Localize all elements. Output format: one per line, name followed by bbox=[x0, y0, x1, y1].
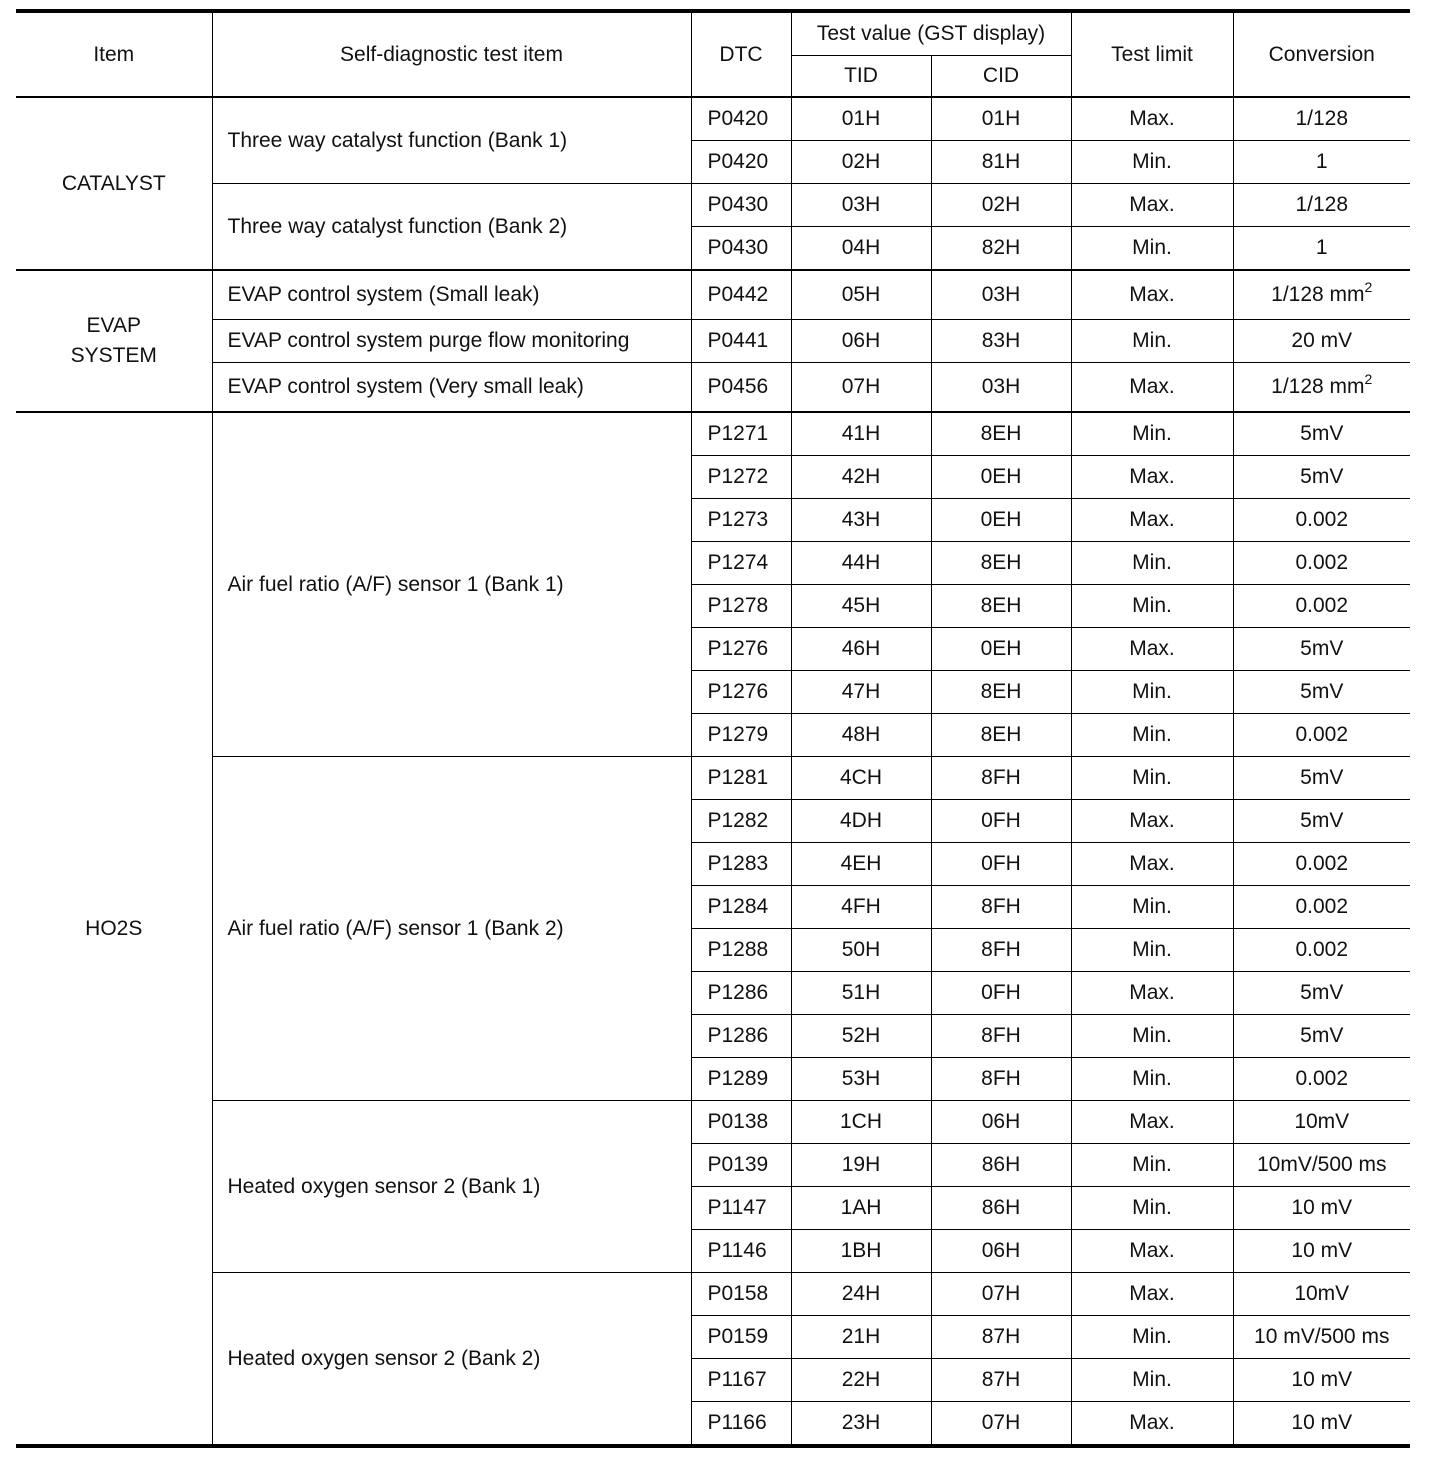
conversion-value: 10mV/500 ms bbox=[1256, 1153, 1387, 1176]
conversion-cell bbox=[1233, 972, 1410, 1015]
tid-cell: 4CH bbox=[791, 757, 931, 800]
table-row bbox=[16, 97, 1410, 141]
conversion-value: 5mV bbox=[1300, 422, 1344, 445]
test-limit-cell: Max. bbox=[1071, 843, 1233, 886]
cid-cell: 0FH bbox=[931, 800, 1071, 843]
dtc-cell: P1282 bbox=[691, 800, 791, 843]
dtc-cell: P1289 bbox=[691, 1058, 791, 1101]
header-test-value: Test value (GST display) bbox=[791, 11, 1071, 56]
cid-cell: 8EH bbox=[931, 585, 1071, 628]
cid-cell: 8FH bbox=[931, 757, 1071, 800]
dtc-cell: P0420 bbox=[691, 97, 791, 141]
conversion-value: 1 bbox=[1315, 150, 1328, 173]
conversion-value: 5mV bbox=[1300, 809, 1344, 832]
item-cell bbox=[16, 270, 212, 412]
conversion-cell bbox=[1233, 585, 1410, 628]
test-limit-cell: Max. bbox=[1071, 184, 1233, 227]
dtc-cell: P0420 bbox=[691, 141, 791, 184]
dtc-cell: P0139 bbox=[691, 1144, 791, 1187]
test-limit-cell: Min. bbox=[1071, 1316, 1233, 1359]
test-limit-cell: Min. bbox=[1071, 757, 1233, 800]
conversion-value: 5mV bbox=[1300, 766, 1344, 789]
tid-cell: 03H bbox=[791, 184, 931, 227]
tid-cell: 51H bbox=[791, 972, 931, 1015]
tid-cell: 1BH bbox=[791, 1230, 931, 1273]
test-limit-cell: Max. bbox=[1071, 1402, 1233, 1447]
test-limit-cell: Min. bbox=[1071, 227, 1233, 271]
cid-cell: 0EH bbox=[931, 628, 1071, 671]
conversion-cell bbox=[1233, 270, 1410, 320]
dtc-cell: P1276 bbox=[691, 628, 791, 671]
document-page bbox=[16, 9, 1410, 1448]
dtc-cell: P1278 bbox=[691, 585, 791, 628]
conversion-cell bbox=[1233, 1101, 1410, 1144]
dtc-cell: P1276 bbox=[691, 671, 791, 714]
tid-cell: 23H bbox=[791, 1402, 931, 1447]
test-item-cell: Heated oxygen sensor 2 (Bank 1) bbox=[212, 1101, 691, 1273]
dtc-cell: P0158 bbox=[691, 1273, 791, 1316]
item-label: HO2S bbox=[85, 916, 143, 940]
conversion-value: 1 bbox=[1315, 236, 1328, 259]
tid-cell: 4EH bbox=[791, 843, 931, 886]
cid-cell: 03H bbox=[931, 363, 1071, 413]
conversion-cell bbox=[1233, 1058, 1410, 1101]
conversion-value: 10mV bbox=[1294, 1282, 1350, 1305]
conversion-cell bbox=[1233, 141, 1410, 184]
conversion-value: 10 mV bbox=[1291, 1196, 1353, 1219]
tid-cell: 24H bbox=[791, 1273, 931, 1316]
header-dtc: DTC bbox=[691, 11, 791, 97]
header-cid: CID bbox=[931, 56, 1071, 98]
test-item-cell: Three way catalyst function (Bank 2) bbox=[212, 184, 691, 271]
test-limit-cell: Min. bbox=[1071, 1015, 1233, 1058]
tid-cell: 43H bbox=[791, 499, 931, 542]
conversion-cell bbox=[1233, 800, 1410, 843]
table-header bbox=[16, 11, 1410, 97]
item-cell bbox=[16, 97, 212, 270]
item-label: EVAP bbox=[86, 314, 141, 337]
test-limit-cell: Min. bbox=[1071, 1187, 1233, 1230]
conversion-cell bbox=[1233, 1230, 1410, 1273]
cid-cell: 83H bbox=[931, 320, 1071, 363]
conversion-cell bbox=[1233, 886, 1410, 929]
conversion-value: 1/128 bbox=[1295, 193, 1349, 216]
conversion-cell bbox=[1233, 542, 1410, 585]
test-limit-cell: Max. bbox=[1071, 972, 1233, 1015]
conversion-value: 0.002 bbox=[1295, 594, 1349, 617]
dtc-cell: P0430 bbox=[691, 184, 791, 227]
cid-cell: 8FH bbox=[931, 1015, 1071, 1058]
dtc-cell: P0159 bbox=[691, 1316, 791, 1359]
conversion-cell bbox=[1233, 499, 1410, 542]
test-limit-cell: Max. bbox=[1071, 1273, 1233, 1316]
conversion-exponent: 2 bbox=[1364, 279, 1373, 295]
header-test-limit: Test limit bbox=[1071, 11, 1233, 97]
test-limit-cell: Min. bbox=[1071, 320, 1233, 363]
table-row bbox=[16, 363, 1410, 413]
test-item-cell: Three way catalyst function (Bank 1) bbox=[212, 97, 691, 184]
tid-cell: 06H bbox=[791, 320, 931, 363]
cid-cell: 0FH bbox=[931, 972, 1071, 1015]
dtc-cell: P1166 bbox=[691, 1402, 791, 1447]
conversion-value: 10 mV bbox=[1291, 1411, 1353, 1434]
test-item-cell: Air fuel ratio (A/F) sensor 1 (Bank 1) bbox=[212, 412, 691, 757]
cid-cell: 06H bbox=[931, 1101, 1071, 1144]
test-limit-cell: Max. bbox=[1071, 1101, 1233, 1144]
tid-cell: 53H bbox=[791, 1058, 931, 1101]
cid-cell: 8FH bbox=[931, 1058, 1071, 1101]
conversion-value: 5mV bbox=[1300, 637, 1344, 660]
conversion-cell bbox=[1233, 1015, 1410, 1058]
dtc-cell: P0441 bbox=[691, 320, 791, 363]
test-limit-cell: Max. bbox=[1071, 1230, 1233, 1273]
cid-cell: 07H bbox=[931, 1402, 1071, 1447]
conversion-value: 0.002 bbox=[1295, 1067, 1349, 1090]
conversion-value: 0.002 bbox=[1295, 551, 1349, 574]
test-item-cell: Heated oxygen sensor 2 (Bank 2) bbox=[212, 1273, 691, 1447]
tid-cell: 50H bbox=[791, 929, 931, 972]
dtc-cell: P1167 bbox=[691, 1359, 791, 1402]
test-item-cell: Air fuel ratio (A/F) sensor 1 (Bank 2) bbox=[212, 757, 691, 1101]
tid-cell: 44H bbox=[791, 542, 931, 585]
tid-cell: 1AH bbox=[791, 1187, 931, 1230]
tid-cell: 21H bbox=[791, 1316, 931, 1359]
table-row bbox=[16, 412, 1410, 456]
cid-cell: 86H bbox=[931, 1144, 1071, 1187]
table-row bbox=[16, 270, 1410, 320]
cid-cell: 0EH bbox=[931, 499, 1071, 542]
tid-cell: 22H bbox=[791, 1359, 931, 1402]
cid-cell: 8EH bbox=[931, 542, 1071, 585]
item-cell bbox=[16, 412, 212, 1446]
conversion-value: 10mV bbox=[1294, 1110, 1350, 1133]
test-limit-cell: Max. bbox=[1071, 628, 1233, 671]
conversion-exponent: 2 bbox=[1364, 371, 1373, 387]
conversion-value: 5mV bbox=[1300, 680, 1344, 703]
tid-cell: 48H bbox=[791, 714, 931, 757]
cid-cell: 8EH bbox=[931, 412, 1071, 456]
dtc-cell: P1286 bbox=[691, 1015, 791, 1058]
dtc-cell: P1274 bbox=[691, 542, 791, 585]
tid-cell: 4DH bbox=[791, 800, 931, 843]
test-limit-cell: Min. bbox=[1071, 1058, 1233, 1101]
item-group bbox=[16, 97, 1410, 270]
item-label: CATALYST bbox=[61, 171, 166, 195]
conversion-value: 1/128 mm bbox=[1271, 283, 1365, 306]
conversion-cell bbox=[1233, 929, 1410, 972]
conversion-cell bbox=[1233, 757, 1410, 800]
test-limit-cell: Min. bbox=[1071, 929, 1233, 972]
conversion-cell bbox=[1233, 97, 1410, 141]
conversion-value: 0.002 bbox=[1295, 895, 1349, 918]
conversion-cell bbox=[1233, 412, 1410, 456]
cid-cell: 8EH bbox=[931, 671, 1071, 714]
dtc-cell: P0442 bbox=[691, 270, 791, 320]
test-item-cell: EVAP control system (Very small leak) bbox=[212, 363, 691, 413]
cid-cell: 86H bbox=[931, 1187, 1071, 1230]
cid-cell: 07H bbox=[931, 1273, 1071, 1316]
cid-cell: 03H bbox=[931, 270, 1071, 320]
conversion-value: 5mV bbox=[1300, 465, 1344, 488]
dtc-cell: P1279 bbox=[691, 714, 791, 757]
conversion-value: 0.002 bbox=[1295, 723, 1349, 746]
tid-cell: 07H bbox=[791, 363, 931, 413]
dtc-cell: P0430 bbox=[691, 227, 791, 271]
conversion-cell bbox=[1233, 671, 1410, 714]
dtc-cell: P1271 bbox=[691, 412, 791, 456]
test-limit-cell: Min. bbox=[1071, 886, 1233, 929]
tid-cell: 42H bbox=[791, 456, 931, 499]
conversion-cell bbox=[1233, 1402, 1410, 1447]
dtc-cell: P0456 bbox=[691, 363, 791, 413]
self-diagnostic-table bbox=[16, 9, 1410, 1448]
cid-cell: 8FH bbox=[931, 886, 1071, 929]
tid-cell: 19H bbox=[791, 1144, 931, 1187]
cid-cell: 02H bbox=[931, 184, 1071, 227]
tid-cell: 01H bbox=[791, 97, 931, 141]
dtc-cell: P0138 bbox=[691, 1101, 791, 1144]
conversion-value: 1/128 mm bbox=[1271, 375, 1365, 398]
cid-cell: 8FH bbox=[931, 929, 1071, 972]
test-limit-cell: Max. bbox=[1071, 97, 1233, 141]
cid-cell: 81H bbox=[931, 141, 1071, 184]
tid-cell: 52H bbox=[791, 1015, 931, 1058]
conversion-value: 0.002 bbox=[1295, 508, 1349, 531]
tid-cell: 04H bbox=[791, 227, 931, 271]
test-limit-cell: Min. bbox=[1071, 671, 1233, 714]
tid-cell: 45H bbox=[791, 585, 931, 628]
test-item-cell: EVAP control system (Small leak) bbox=[212, 270, 691, 320]
tid-cell: 47H bbox=[791, 671, 931, 714]
conversion-value: 0.002 bbox=[1295, 938, 1349, 961]
dtc-cell: P1286 bbox=[691, 972, 791, 1015]
dtc-cell: P1284 bbox=[691, 886, 791, 929]
item-group bbox=[16, 412, 1410, 1446]
conversion-value: 5mV bbox=[1300, 1024, 1344, 1047]
test-limit-cell: Min. bbox=[1071, 141, 1233, 184]
conversion-value: 20 mV bbox=[1291, 329, 1353, 352]
tid-cell: 02H bbox=[791, 141, 931, 184]
cid-cell: 0FH bbox=[931, 843, 1071, 886]
cid-cell: 87H bbox=[931, 1316, 1071, 1359]
conversion-cell bbox=[1233, 184, 1410, 227]
test-limit-cell: Min. bbox=[1071, 412, 1233, 456]
conversion-cell bbox=[1233, 714, 1410, 757]
dtc-cell: P1147 bbox=[691, 1187, 791, 1230]
dtc-cell: P1288 bbox=[691, 929, 791, 972]
tid-cell: 41H bbox=[791, 412, 931, 456]
test-limit-cell: Max. bbox=[1071, 363, 1233, 413]
test-limit-cell: Min. bbox=[1071, 585, 1233, 628]
cid-cell: 82H bbox=[931, 227, 1071, 271]
conversion-cell bbox=[1233, 363, 1410, 413]
test-limit-cell: Max. bbox=[1071, 456, 1233, 499]
conversion-cell bbox=[1233, 628, 1410, 671]
table-row bbox=[16, 1273, 1410, 1316]
test-limit-cell: Max. bbox=[1071, 499, 1233, 542]
conversion-value: 5mV bbox=[1300, 981, 1344, 1004]
item-group bbox=[16, 270, 1410, 412]
conversion-value: 10 mV bbox=[1291, 1239, 1353, 1262]
test-limit-cell: Min. bbox=[1071, 714, 1233, 757]
dtc-cell: P1272 bbox=[691, 456, 791, 499]
table-row bbox=[16, 320, 1410, 363]
conversion-cell bbox=[1233, 456, 1410, 499]
header-tid: TID bbox=[791, 56, 931, 98]
conversion-cell bbox=[1233, 1144, 1410, 1187]
conversion-cell bbox=[1233, 1316, 1410, 1359]
header-test-item: Self-diagnostic test item bbox=[212, 11, 691, 97]
dtc-cell: P1283 bbox=[691, 843, 791, 886]
cid-cell: 01H bbox=[931, 97, 1071, 141]
header-conversion: Conversion bbox=[1233, 11, 1410, 97]
test-limit-cell: Min. bbox=[1071, 1144, 1233, 1187]
table-row bbox=[16, 1101, 1410, 1144]
test-limit-cell: Max. bbox=[1071, 800, 1233, 843]
tid-cell: 4FH bbox=[791, 886, 931, 929]
conversion-value: 10 mV/500 ms bbox=[1254, 1325, 1390, 1348]
conversion-cell bbox=[1233, 843, 1410, 886]
conversion-value: 0.002 bbox=[1295, 852, 1349, 875]
cid-cell: 8EH bbox=[931, 714, 1071, 757]
conversion-cell bbox=[1233, 1187, 1410, 1230]
test-limit-cell: Min. bbox=[1071, 542, 1233, 585]
cid-cell: 87H bbox=[931, 1359, 1071, 1402]
table-row bbox=[16, 184, 1410, 227]
dtc-cell: P1146 bbox=[691, 1230, 791, 1273]
conversion-cell bbox=[1233, 1273, 1410, 1316]
cid-cell: 06H bbox=[931, 1230, 1071, 1273]
header-item: Item bbox=[16, 11, 212, 97]
test-limit-cell: Max. bbox=[1071, 270, 1233, 320]
conversion-cell bbox=[1233, 227, 1410, 271]
conversion-value: 10 mV bbox=[1291, 1368, 1353, 1391]
tid-cell: 46H bbox=[791, 628, 931, 671]
conversion-cell bbox=[1233, 1359, 1410, 1402]
cid-cell: 0EH bbox=[931, 456, 1071, 499]
dtc-cell: P1281 bbox=[691, 757, 791, 800]
conversion-value: 1/128 bbox=[1295, 107, 1349, 130]
item-label: SYSTEM bbox=[70, 344, 157, 367]
conversion-cell bbox=[1233, 320, 1410, 363]
table-row bbox=[16, 757, 1410, 800]
dtc-cell: P1273 bbox=[691, 499, 791, 542]
tid-cell: 05H bbox=[791, 270, 931, 320]
tid-cell: 1CH bbox=[791, 1101, 931, 1144]
test-item-cell: EVAP control system purge flow monitoring bbox=[212, 320, 691, 363]
test-limit-cell: Min. bbox=[1071, 1359, 1233, 1402]
